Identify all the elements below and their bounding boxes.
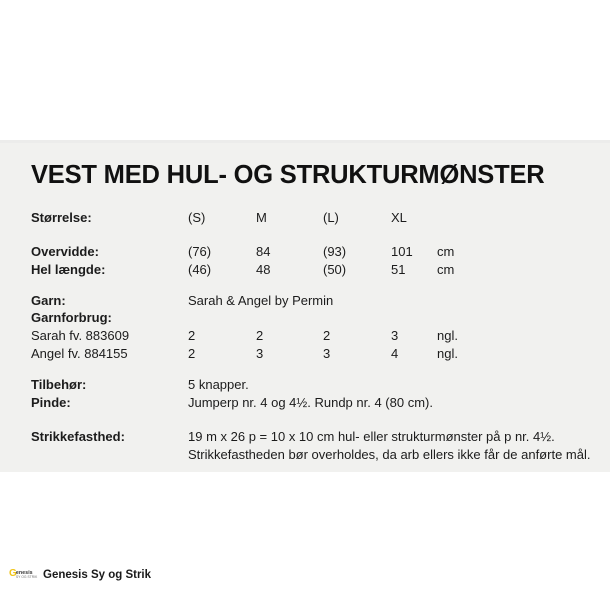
- table-row-tilbehoer: [0, 376, 610, 393]
- table-row-garnforbrug: [0, 309, 610, 326]
- table-row-pinde: [0, 394, 610, 411]
- hel-laengde-unit: cm: [437, 262, 455, 277]
- page-title: VEST MED HUL- OG STRUKTURMØNSTER: [31, 161, 545, 189]
- overvidde-label: Overvidde:: [31, 244, 99, 259]
- hel-laengde-l: (50): [323, 262, 347, 277]
- sarah-label: Sarah fv. 883609: [31, 328, 130, 343]
- hel-laengde-xl: 51: [391, 262, 406, 277]
- size-col-xl: XL: [391, 210, 407, 225]
- table-row-garn: [0, 292, 610, 309]
- pinde-value: Jumperp nr. 4 og 4½. Rundp nr. 4 (80 cm).: [188, 395, 433, 410]
- angel-unit: ngl.: [437, 346, 458, 361]
- strikkefasthed-line2: Strikkefastheden bør overholdes, da arb ellers ikke får de anførte mål.: [188, 447, 591, 462]
- size-col-m: M: [256, 210, 267, 225]
- size-label: Størrelse:: [31, 210, 92, 225]
- garnforbrug-label: Garnforbrug:: [31, 310, 112, 325]
- table-row-hel-laengde: [0, 261, 610, 278]
- pattern-document: [0, 140, 610, 472]
- genesis-logo-icon: [9, 569, 39, 580]
- pinde-label: Pinde:: [31, 395, 71, 410]
- hel-laengde-label: Hel længde:: [31, 262, 106, 277]
- logo-letter-g: G: [9, 569, 17, 579]
- footer-brand-text: Genesis Sy og Strik: [43, 569, 152, 581]
- strikkefasthed-label: Strikkefasthed:: [31, 429, 125, 444]
- scanned-pattern-sheet: [0, 140, 610, 472]
- logo-subtitle: SY OG STRIK: [16, 575, 38, 579]
- size-col-l: (L): [323, 210, 339, 225]
- tilbehoer-value: 5 knapper.: [188, 377, 249, 392]
- table-row-overvidde: [0, 243, 610, 260]
- hel-laengde-s: (46): [188, 262, 212, 277]
- size-header-row: [0, 209, 610, 226]
- table-row-angel: [0, 345, 610, 362]
- angel-l: 3: [323, 346, 331, 361]
- garn-value: Sarah & Angel by Permin: [188, 293, 334, 308]
- angel-label: Angel fv. 884155: [31, 346, 128, 361]
- angel-xl: 4: [391, 346, 399, 361]
- garn-label: Garn:: [31, 293, 66, 308]
- sarah-m: 2: [256, 328, 264, 343]
- sarah-l: 2: [323, 328, 331, 343]
- angel-s: 2: [188, 346, 196, 361]
- overvidde-l: (93): [323, 244, 347, 259]
- strikkefasthed-line1: 19 m x 26 p = 10 x 10 cm hul- eller strukturmønster på p nr. 4½.: [188, 429, 555, 444]
- table-row-strikkefasthed: [0, 428, 610, 445]
- sarah-xl: 3: [391, 328, 399, 343]
- tilbehoer-label: Tilbehør:: [31, 377, 87, 392]
- overvidde-m: 84: [256, 244, 271, 259]
- table-row-strikkefasthed-cont: [0, 446, 610, 463]
- footer: [0, 566, 610, 586]
- sarah-unit: ngl.: [437, 328, 458, 343]
- logo-wordmark: enesis: [16, 570, 33, 576]
- overvidde-unit: cm: [437, 244, 455, 259]
- sarah-s: 2: [188, 328, 196, 343]
- overvidde-s: (76): [188, 244, 212, 259]
- table-row-sarah: [0, 327, 610, 344]
- hel-laengde-m: 48: [256, 262, 271, 277]
- overvidde-xl: 101: [391, 244, 413, 259]
- angel-m: 3: [256, 346, 264, 361]
- size-col-s: (S): [188, 210, 206, 225]
